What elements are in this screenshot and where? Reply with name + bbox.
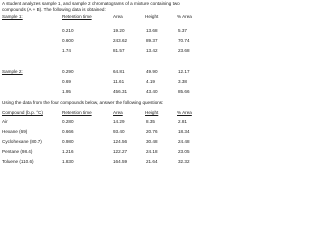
header-retention-time: Retention time (62, 14, 92, 19)
retention-time-cell: 0.69 (62, 79, 71, 84)
area-cell: 243.62 (113, 38, 128, 43)
compound-name-cell: Toluene (110.6) (2, 159, 34, 164)
height-cell: 89.37 (146, 38, 158, 43)
compound-header-name: Compound (b.p. °C) (2, 110, 43, 115)
sample-2-label: Sample 2: (2, 69, 23, 74)
sample-1-label: Sample 1: (2, 14, 23, 19)
height-cell: 13.68 (146, 28, 158, 33)
intro-paragraph: A student analyzes sample 1, and sample 2 chromatograms of a mixture containing two compounds (A + B). The following data is obtained: (2, 1, 180, 12)
height-cell: 21.64 (146, 159, 158, 164)
height-cell: 43.40 (146, 89, 158, 94)
percent-area-cell: 12.17 (178, 69, 190, 74)
height-cell: 8.35 (146, 119, 155, 124)
header-percent-area: % Area (177, 14, 192, 19)
retention-time-cell: 0.600 (62, 38, 74, 43)
compound-header-retention-time: Retention time (62, 110, 92, 115)
percent-area-cell: 23.05 (178, 149, 190, 154)
compound-name-cell: Hexane (69) (2, 129, 28, 134)
height-cell: 13.42 (146, 48, 158, 53)
area-cell: 124.56 (113, 139, 128, 144)
height-cell: 30.48 (146, 139, 158, 144)
compound-name-cell: Air (2, 119, 8, 124)
area-cell: 122.27 (113, 149, 128, 154)
area-cell: 81.57 (113, 48, 125, 53)
compound-header-percent-area: % Area (177, 110, 192, 115)
retention-time-cell: 0.290 (62, 69, 74, 74)
percent-area-cell: 70.74 (178, 38, 190, 43)
area-cell: 11.61 (113, 79, 125, 84)
area-cell: 164.59 (113, 159, 128, 164)
retention-time-cell: 0.980 (62, 139, 74, 144)
percent-area-cell: 3.38 (178, 79, 187, 84)
retention-time-cell: 0.280 (62, 119, 74, 124)
compound-header-height: Height (145, 110, 159, 115)
height-cell: 4.19 (146, 79, 155, 84)
compound-header-area: Area (113, 110, 123, 115)
height-cell: 49.90 (146, 69, 158, 74)
percent-area-cell: 2.81 (178, 119, 187, 124)
area-cell: 14.29 (113, 119, 125, 124)
area-cell: 64.81 (113, 69, 125, 74)
percent-area-cell: 24.48 (178, 139, 190, 144)
compound-name-cell: Cyclohexane (80.7) (2, 139, 42, 144)
percent-area-cell: 32.32 (178, 159, 190, 164)
height-cell: 24.18 (146, 149, 158, 154)
header-height: Height (145, 14, 159, 19)
retention-time-cell: 0.210 (62, 28, 74, 33)
area-cell: 93.40 (113, 129, 125, 134)
percent-area-cell: 5.37 (178, 28, 187, 33)
height-cell: 20.76 (146, 129, 158, 134)
retention-time-cell: 1.216 (62, 149, 74, 154)
percent-area-cell: 23.68 (178, 48, 190, 53)
retention-time-cell: 1.95 (62, 89, 71, 94)
retention-time-cell: 1.74 (62, 48, 71, 53)
area-cell: 456.31 (113, 89, 128, 94)
compound-intro: Using the data from the four compounds below, answer the following questions: (2, 100, 164, 105)
compound-name-cell: Pentane (98.4) (2, 149, 33, 154)
retention-time-cell: 1.830 (62, 159, 74, 164)
percent-area-cell: 85.66 (178, 89, 190, 94)
percent-area-cell: 18.34 (178, 129, 190, 134)
header-area: Area (113, 14, 123, 19)
area-cell: 19.20 (113, 28, 125, 33)
retention-time-cell: 0.666 (62, 129, 74, 134)
